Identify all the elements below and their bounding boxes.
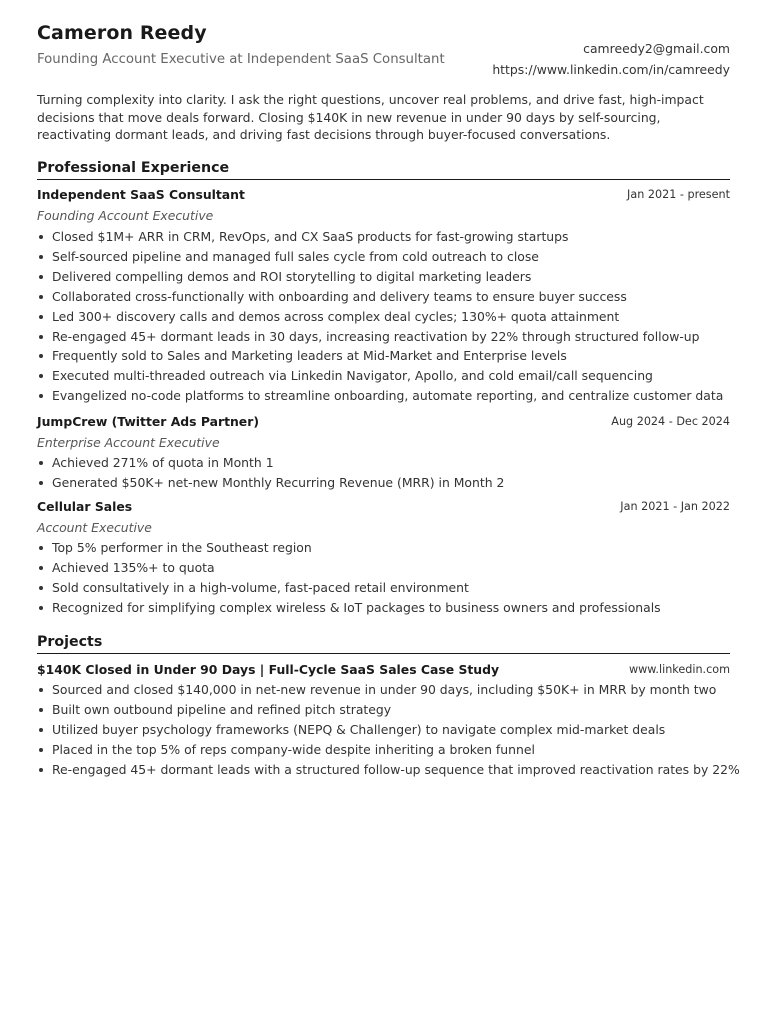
job-header [37,187,730,205]
list-item: Generated $50K+ net-new Monthly Recurring Revenue (MRR) in Month 2 [37,473,730,493]
summary-text: Turning complexity into clarity. I ask the right questions, uncover real problems, and drive fast, high-impact decisions that move deals forward. Closing $140K in new revenue in under 90 days by self-sourcing, reactivating dormant leads, and driving fast decisions through buyer-focused conversations. [37,92,704,142]
projects-section-title: Projects [37,634,730,654]
linkedin-link[interactable]: https://www.linkedin.com/in/camreedy [492,62,730,77]
project-link[interactable]: www.linkedin.com [629,663,730,676]
job-role: Founding Account Executive [37,208,214,223]
job-header [37,499,730,517]
list-item: Sourced and closed $140,000 in net-new revenue in under 90 days, including $50K+ in MRR by month two [37,680,730,700]
job-dates: Jan 2021 - Jan 2022 [620,500,730,513]
job-dates: Jan 2021 - present [627,188,730,201]
list-item: Re-engaged 45+ dormant leads in 30 days, increasing reactivation by 22% through structured follow-up [37,327,730,347]
job-company: Cellular Sales [37,499,133,514]
list-item: Recognized for simplifying complex wireless & IoT packages to business owners and professionals [37,598,730,618]
job-role: Account Executive [37,520,152,535]
project-bullet-list [37,680,740,780]
job-header [37,414,730,432]
list-item: Built own outbound pipeline and refined pitch strategy [37,700,730,720]
job-bullet-list [37,538,730,618]
list-item: Delivered compelling demos and ROI storytelling to digital marketing leaders [37,267,730,287]
list-item: Achieved 135%+ to quota [37,558,730,578]
candidate-headline: Founding Account Executive at Independent SaaS Consultant [37,52,445,67]
experience-section-title: Professional Experience [37,160,730,180]
job-bullet-list [37,453,730,493]
list-item: Collaborated cross-functionally with onboarding and delivery teams to ensure buyer success [37,287,730,307]
job-company: JumpCrew (Twitter Ads Partner) [37,414,259,429]
email-link[interactable]: camreedy2@gmail.com [583,41,730,56]
job-dates: Aug 2024 - Dec 2024 [611,415,730,428]
list-item: Achieved 271% of quota in Month 1 [37,453,730,473]
resume-header [37,0,730,88]
list-item: Top 5% performer in the Southeast region [37,538,730,558]
list-item: Self-sourced pipeline and managed full sales cycle from cold outreach to close [37,247,730,267]
list-item: Led 300+ discovery calls and demos across complex deal cycles; 130%+ quota attainment [37,307,730,327]
job-company: Independent SaaS Consultant [37,187,245,202]
list-item: Utilized buyer psychology frameworks (NEPQ & Challenger) to navigate complex mid-market deals [37,720,730,740]
job-role: Enterprise Account Executive [37,435,220,450]
contact-block [492,38,730,80]
list-item: Evangelized no-code platforms to streamline onboarding, automate reporting, and centralize customer data [37,386,730,406]
list-item: Placed in the top 5% of reps company-wide despite inheriting a broken funnel [37,740,730,760]
candidate-name: Cameron Reedy [37,22,207,44]
job-bullet-list [37,227,730,406]
list-item: Sold consultatively in a high-volume, fast-paced retail environment [37,578,730,598]
list-item: Frequently sold to Sales and Marketing leaders at Mid-Market and Enterprise levels [37,346,730,366]
resume-page [37,0,740,777]
list-item: Re-engaged 45+ dormant leads with a structured follow-up sequence that improved reactivation rates by 22% [37,760,730,780]
project-name: $140K Closed in Under 90 Days | Full-Cycle SaaS Sales Case Study [37,662,500,677]
list-item: Executed multi-threaded outreach via Linkedin Navigator, Apollo, and cold email/call sequencing [37,366,730,386]
project-header [37,662,730,680]
list-item: Closed $1M+ ARR in CRM, RevOps, and CX SaaS products for fast-growing startups [37,227,730,247]
